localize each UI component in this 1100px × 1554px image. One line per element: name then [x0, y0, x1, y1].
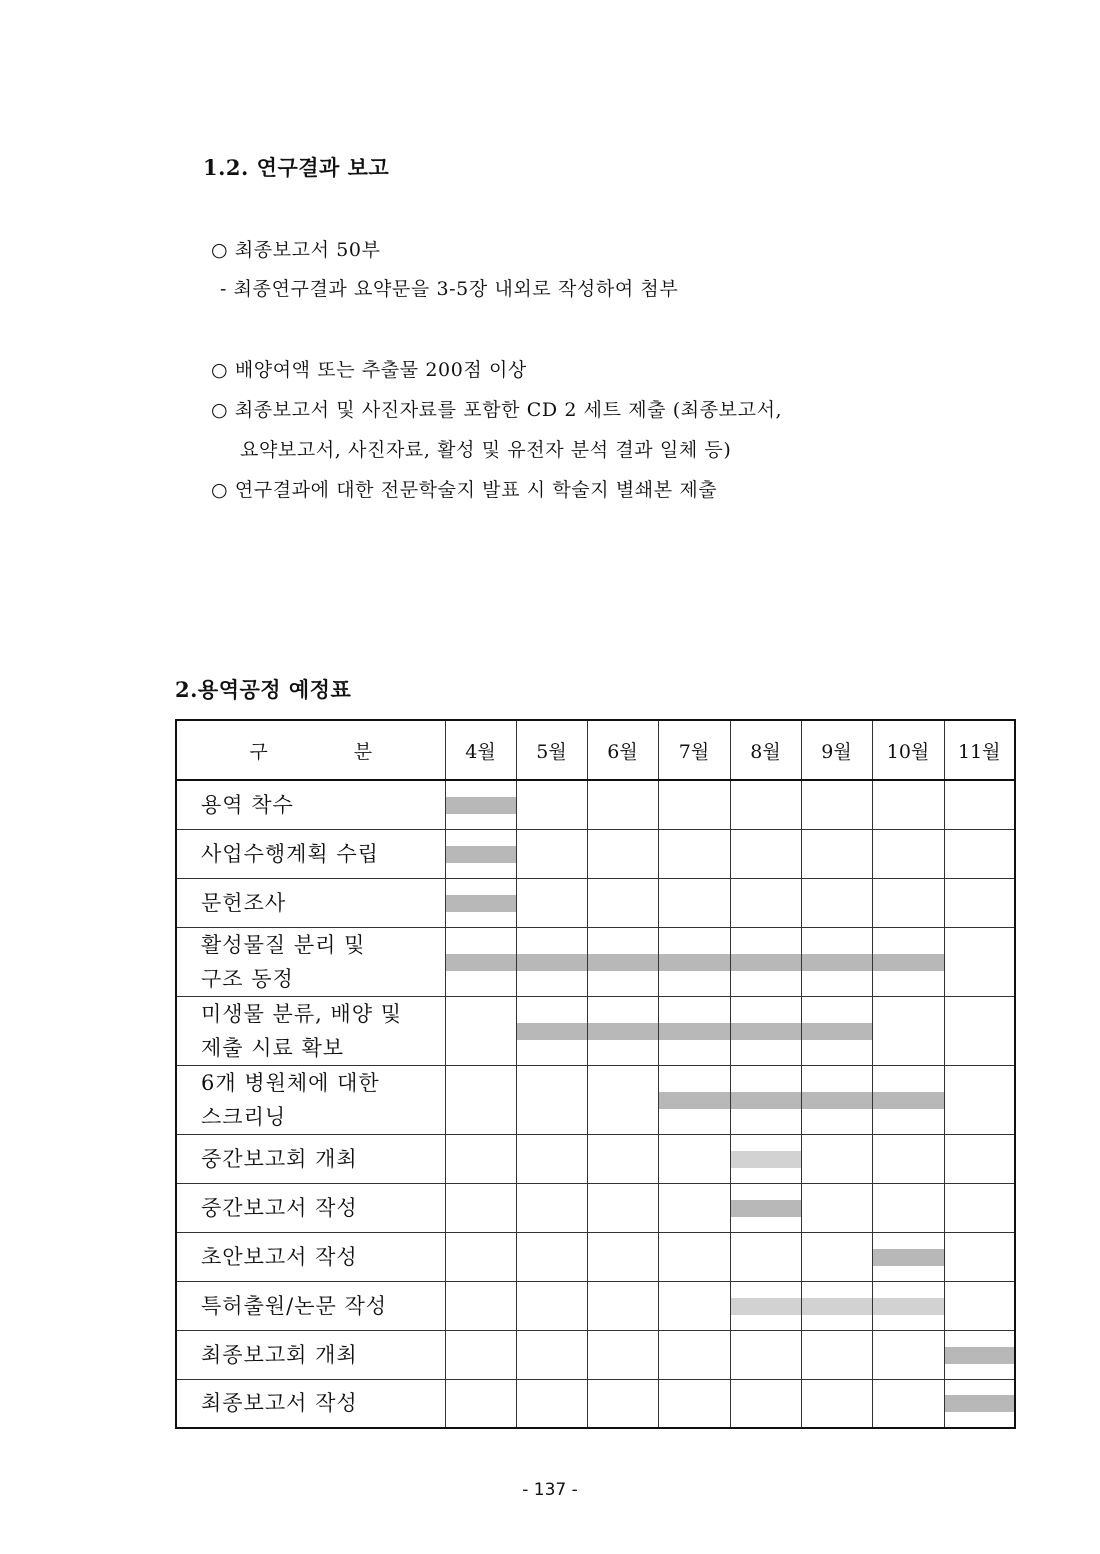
- month-cell: [872, 1281, 944, 1330]
- schedule-bar: [588, 954, 658, 971]
- report-item-journal: ○ 연구결과에 대한 전문학술지 발표 시 학술지 별쇄본 제출: [211, 479, 718, 501]
- month-cell: [872, 1065, 944, 1134]
- schedule-bar: [802, 1298, 872, 1315]
- schedule-bar: [446, 846, 516, 863]
- header-month: 5월: [516, 720, 587, 780]
- header-month: 9월: [801, 720, 872, 780]
- schedule-bar: [873, 1298, 944, 1315]
- month-cell: [445, 1379, 516, 1428]
- task-label: [176, 927, 445, 996]
- schedule-row: [176, 927, 1015, 996]
- schedule-row: [176, 1065, 1015, 1134]
- month-cell: [872, 927, 944, 996]
- task-label: [176, 1065, 445, 1134]
- task-label: [176, 1281, 445, 1330]
- month-cell: [658, 927, 730, 996]
- month-cell: [944, 1379, 1015, 1428]
- month-cell: [801, 1330, 872, 1379]
- schedule-bar: [446, 895, 516, 912]
- month-cell: [730, 1232, 801, 1281]
- task-label-line1: 초안보고서 작성: [201, 1244, 358, 1269]
- month-cell: [516, 829, 587, 878]
- month-cell: [516, 1183, 587, 1232]
- month-cell: [516, 878, 587, 927]
- report-item-extracts: ○ 배양여액 또는 추출물 200점 이상: [211, 359, 527, 381]
- month-cell: [730, 780, 801, 829]
- task-label: [176, 780, 445, 829]
- month-cell: [801, 780, 872, 829]
- task-label: [176, 1183, 445, 1232]
- month-cell: [801, 927, 872, 996]
- schedule-bar: [802, 1023, 872, 1040]
- task-label-line1: 중간보고서 작성: [201, 1195, 358, 1220]
- month-cell: [445, 878, 516, 927]
- month-cell: [801, 829, 872, 878]
- task-label-line1: 미생물 분류, 배양 및: [201, 1001, 402, 1026]
- task-label-line1: 최종보고서 작성: [201, 1391, 358, 1416]
- task-label: [176, 1379, 445, 1428]
- task-label-line2: 스크리닝: [201, 1104, 287, 1129]
- month-cell: [516, 1379, 587, 1428]
- task-label-line1: 활성물질 분리 및: [201, 932, 366, 957]
- month-cell: [445, 1281, 516, 1330]
- month-cell: [801, 1183, 872, 1232]
- schedule-bar: [731, 1092, 801, 1109]
- schedule-row: [176, 829, 1015, 878]
- month-cell: [801, 1281, 872, 1330]
- month-cell: [730, 1330, 801, 1379]
- schedule-row: [176, 996, 1015, 1065]
- month-cell: [872, 1330, 944, 1379]
- month-cell: [658, 1379, 730, 1428]
- schedule-bar: [802, 954, 872, 971]
- schedule-bar: [446, 797, 516, 814]
- schedule-table: [175, 719, 1016, 1429]
- month-cell: [730, 829, 801, 878]
- task-label: [176, 996, 445, 1065]
- month-cell: [587, 1065, 658, 1134]
- month-cell: [587, 996, 658, 1065]
- schedule-row: [176, 780, 1015, 829]
- month-cell: [587, 1183, 658, 1232]
- month-cell: [872, 878, 944, 927]
- month-cell: [658, 1065, 730, 1134]
- schedule-bar: [446, 954, 516, 971]
- month-cell: [658, 1183, 730, 1232]
- header-month: 7월: [658, 720, 730, 780]
- report-item-cd: ○ 최종보고서 및 사진자료를 포함한 CD 2 세트 제출 (최종보고서,: [211, 399, 783, 421]
- task-label-line1: 중간보고회 개최: [201, 1146, 358, 1171]
- month-cell: [872, 1379, 944, 1428]
- month-cell: [658, 996, 730, 1065]
- schedule-bar: [731, 954, 801, 971]
- month-cell: [445, 1134, 516, 1183]
- section-1-2-title: 1.2. 연구결과 보고: [203, 155, 390, 180]
- month-cell: [658, 829, 730, 878]
- schedule-bar: [731, 1023, 801, 1040]
- month-cell: [801, 1232, 872, 1281]
- month-cell: [944, 1065, 1015, 1134]
- schedule-bar: [802, 1092, 872, 1109]
- task-label-line1: 용역 착수: [201, 792, 294, 817]
- month-cell: [658, 1232, 730, 1281]
- schedule-bar: [731, 1200, 801, 1217]
- task-label-line2: 구조 동정: [201, 966, 294, 991]
- month-cell: [587, 780, 658, 829]
- schedule-bar: [731, 1151, 801, 1168]
- report-item-cd-contents: 요약보고서, 사진자료, 활성 및 유전자 분석 결과 일체 등): [240, 439, 732, 461]
- task-label-line1: 최종보고회 개최: [201, 1342, 358, 1367]
- month-cell: [872, 829, 944, 878]
- header-month: 11월: [944, 720, 1015, 780]
- task-label-line1: 문헌조사: [201, 890, 287, 915]
- month-cell: [445, 927, 516, 996]
- page-number: - 137 -: [522, 1480, 578, 1500]
- month-cell: [658, 1330, 730, 1379]
- task-label: [176, 1134, 445, 1183]
- task-label-line2: 제출 시료 확보: [201, 1035, 345, 1060]
- schedule-row: [176, 1134, 1015, 1183]
- month-cell: [587, 1281, 658, 1330]
- task-label: [176, 829, 445, 878]
- schedule-bar: [517, 954, 587, 971]
- month-cell: [944, 927, 1015, 996]
- month-cell: [944, 780, 1015, 829]
- schedule-bar: [945, 1395, 1015, 1412]
- month-cell: [730, 1134, 801, 1183]
- header-month: 4월: [445, 720, 516, 780]
- month-cell: [445, 1330, 516, 1379]
- month-cell: [516, 1281, 587, 1330]
- month-cell: [445, 996, 516, 1065]
- schedule-row: [176, 1379, 1015, 1428]
- task-label-line1: 사업수행계획 수립: [201, 841, 379, 866]
- month-cell: [801, 996, 872, 1065]
- schedule-bar: [873, 1092, 944, 1109]
- schedule-bar: [873, 954, 944, 971]
- schedule-row: [176, 1330, 1015, 1379]
- month-cell: [658, 780, 730, 829]
- month-cell: [445, 780, 516, 829]
- report-item-summary: - 최종연구결과 요약문을 3-5장 내외로 작성하여 첨부: [220, 278, 679, 300]
- schedule-row: [176, 878, 1015, 927]
- month-cell: [658, 1281, 730, 1330]
- month-cell: [516, 780, 587, 829]
- month-cell: [587, 1379, 658, 1428]
- month-cell: [944, 1281, 1015, 1330]
- schedule-row: [176, 1232, 1015, 1281]
- month-cell: [516, 1065, 587, 1134]
- month-cell: [658, 1134, 730, 1183]
- schedule-row: [176, 1183, 1015, 1232]
- schedule-bar: [588, 1023, 658, 1040]
- month-cell: [944, 878, 1015, 927]
- task-label-line1: 특허출원/논문 작성: [201, 1293, 388, 1318]
- schedule-bar: [659, 1092, 730, 1109]
- schedule-bar: [659, 1023, 730, 1040]
- header-month: 6월: [587, 720, 658, 780]
- month-cell: [872, 1134, 944, 1183]
- month-cell: [944, 1134, 1015, 1183]
- month-cell: [445, 1232, 516, 1281]
- month-cell: [944, 1183, 1015, 1232]
- task-label-line1: 6개 병원체에 대한: [201, 1070, 380, 1095]
- month-cell: [730, 927, 801, 996]
- month-cell: [872, 996, 944, 1065]
- month-cell: [801, 1134, 872, 1183]
- month-cell: [872, 1232, 944, 1281]
- schedule-bar: [873, 1249, 944, 1266]
- month-cell: [587, 927, 658, 996]
- month-cell: [730, 1183, 801, 1232]
- task-label: [176, 1330, 445, 1379]
- month-cell: [658, 878, 730, 927]
- month-cell: [587, 1330, 658, 1379]
- month-cell: [587, 1232, 658, 1281]
- header-category: 구 분: [176, 720, 445, 780]
- month-cell: [944, 1330, 1015, 1379]
- schedule-row: [176, 1281, 1015, 1330]
- month-cell: [516, 1134, 587, 1183]
- schedule-header-row: [176, 720, 1015, 780]
- schedule-bar: [659, 954, 730, 971]
- month-cell: [587, 878, 658, 927]
- header-month: 8월: [730, 720, 801, 780]
- month-cell: [516, 927, 587, 996]
- month-cell: [730, 1065, 801, 1134]
- month-cell: [872, 780, 944, 829]
- month-cell: [801, 1065, 872, 1134]
- month-cell: [730, 878, 801, 927]
- month-cell: [801, 878, 872, 927]
- month-cell: [516, 996, 587, 1065]
- report-item-final-report: ○ 최종보고서 50부: [211, 239, 381, 261]
- month-cell: [587, 829, 658, 878]
- schedule-bar: [945, 1347, 1015, 1364]
- month-cell: [587, 1134, 658, 1183]
- month-cell: [872, 1183, 944, 1232]
- month-cell: [445, 1183, 516, 1232]
- month-cell: [730, 996, 801, 1065]
- month-cell: [944, 829, 1015, 878]
- month-cell: [944, 1232, 1015, 1281]
- month-cell: [445, 829, 516, 878]
- task-label: [176, 1232, 445, 1281]
- section-2-title: 2.용역공정 예정표: [175, 677, 352, 702]
- month-cell: [730, 1281, 801, 1330]
- schedule-bar: [731, 1298, 801, 1315]
- schedule-bar: [517, 1023, 587, 1040]
- month-cell: [516, 1232, 587, 1281]
- month-cell: [516, 1330, 587, 1379]
- month-cell: [730, 1379, 801, 1428]
- task-label: [176, 878, 445, 927]
- month-cell: [445, 1065, 516, 1134]
- month-cell: [801, 1379, 872, 1428]
- header-month: 10월: [872, 720, 944, 780]
- month-cell: [944, 996, 1015, 1065]
